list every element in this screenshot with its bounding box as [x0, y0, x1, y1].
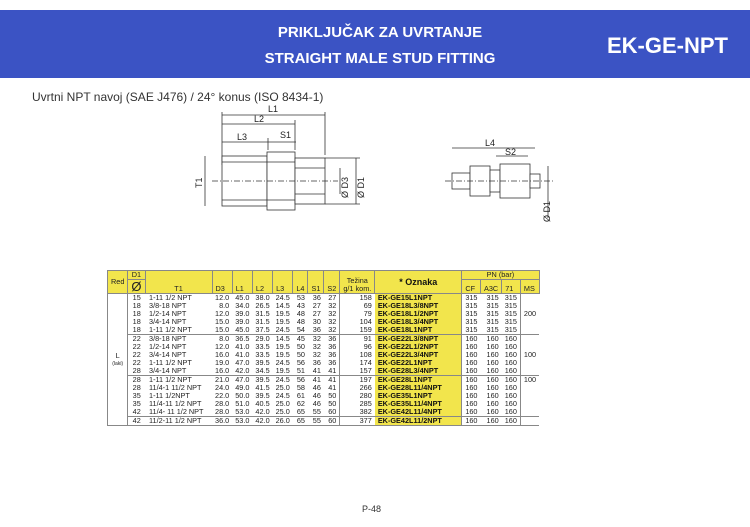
table-cell: 55 [308, 417, 324, 426]
table-cell: 160 [481, 392, 502, 400]
table-cell: 19.5 [273, 367, 293, 376]
label-l1: L1 [268, 104, 279, 114]
table-cell: 266 [340, 384, 375, 392]
table-cell: 22 [128, 359, 145, 367]
table-cell [520, 359, 539, 367]
table-cell: 8.0 [212, 302, 232, 310]
subtitle: Uvrtni NPT navoj (SAE J476) / 24° konus (ISO 8434-1) [32, 90, 324, 104]
table-cell: 47.0 [232, 359, 252, 367]
table-cell: 53.0 [232, 417, 252, 426]
table-cell: 160 [462, 343, 481, 351]
order-code-cell: EK-GE28L1NPT [375, 376, 462, 385]
table-cell: 32 [308, 335, 324, 344]
table-cell: 45.0 [232, 326, 252, 335]
table-cell: 315 [502, 294, 521, 303]
table-cell: 38.0 [252, 294, 272, 303]
table-cell: 48 [293, 310, 308, 318]
table-cell: 36 [308, 326, 324, 335]
table-cell: 100 [520, 351, 539, 359]
table-cell: 315 [502, 310, 521, 318]
table-cell: 1-11 1/2 NPT [145, 326, 212, 335]
col-tezina-unit: g/1 kom. [343, 284, 372, 293]
table-cell: 36 [324, 359, 340, 367]
product-code: EK-GE-NPT [607, 33, 728, 58]
table-cell: 30 [308, 318, 324, 326]
table-cell: 25.0 [273, 384, 293, 392]
table-cell: 35 [128, 392, 145, 400]
row-group-red [108, 294, 128, 426]
table-cell: 160 [462, 400, 481, 408]
col-pn: PN (bar) [462, 271, 539, 280]
table-cell: 27 [308, 310, 324, 318]
table-cell: 12.0 [212, 294, 232, 303]
table-cell: 39.0 [232, 310, 252, 318]
table-cell: 62 [293, 400, 308, 408]
table-cell: 15 [128, 294, 145, 303]
table-cell: 160 [481, 384, 502, 392]
table-cell: 377 [340, 417, 375, 426]
table-cell: 14.5 [273, 335, 293, 344]
table-cell: 28.0 [212, 400, 232, 408]
table-cell: 3/4-14 NPT [145, 318, 212, 326]
table-cell: 160 [502, 351, 521, 359]
table-cell: 157 [340, 367, 375, 376]
table-cell: 280 [340, 392, 375, 400]
order-code-cell: EK-GE22L1NPT [375, 359, 462, 367]
table-cell: 22 [128, 351, 145, 359]
table-cell: 160 [502, 392, 521, 400]
table-cell: 29.0 [252, 335, 272, 344]
table-cell: 1-11 1/2NPT [145, 392, 212, 400]
label-l3: L3 [237, 132, 248, 142]
table-cell: 42.0 [252, 417, 272, 426]
table-cell: 37.5 [252, 326, 272, 335]
table-cell: 315 [502, 326, 521, 335]
table-cell: 58 [293, 384, 308, 392]
table-cell: 315 [481, 326, 502, 335]
table-cell: 1/2-14 NPT [145, 343, 212, 351]
table-cell: 11/4-11 1/2 NPT [145, 400, 212, 408]
order-code-cell: EK-GE18L1/2NPT [375, 310, 462, 318]
col-oznaka: * Oznaka [375, 271, 462, 294]
table-cell: 53 [293, 294, 308, 303]
label-s2: S2 [505, 147, 517, 157]
table-cell: 1-11 1/2 NPT [145, 359, 212, 367]
table-cell: 28 [128, 367, 145, 376]
table-cell: 158 [340, 294, 375, 303]
table-cell: 35 [128, 400, 145, 408]
table-cell: 22.0 [212, 392, 232, 400]
order-code-cell: EK-GE18L3/8NPT [375, 302, 462, 310]
col-l3: L3 [273, 271, 293, 294]
col-l2: L2 [252, 271, 272, 294]
table-cell: 22 [128, 335, 145, 344]
table-cell: 19.5 [273, 310, 293, 318]
table-cell: 39.5 [252, 392, 272, 400]
table-cell: 32 [324, 326, 340, 335]
order-code-cell: EK-GE15L1NPT [375, 294, 462, 303]
table-cell: 32 [324, 318, 340, 326]
col-71: 71 [502, 280, 521, 294]
table-cell: 39.5 [252, 376, 272, 385]
table-cell: 46 [308, 384, 324, 392]
table-cell: 160 [502, 335, 521, 344]
col-d1: D1 [128, 271, 145, 280]
table-cell: 108 [340, 351, 375, 359]
label-l4: L4 [485, 138, 496, 148]
table-cell: 27 [324, 294, 340, 303]
table-cell: 34.0 [232, 302, 252, 310]
table-cell: 50 [324, 392, 340, 400]
label-s1: S1 [280, 130, 292, 140]
table-cell: 18 [128, 310, 145, 318]
table-cell: 65 [293, 417, 308, 426]
col-l4: L4 [293, 271, 308, 294]
table-cell: 15.0 [212, 326, 232, 335]
table-cell: 160 [481, 359, 502, 367]
table-cell: 1-11 1/2 NPT [145, 376, 212, 385]
table-cell: 49.0 [232, 384, 252, 392]
table-cell: 11/4-1 11/2 NPT [145, 384, 212, 392]
table-cell: 174 [340, 359, 375, 367]
table-cell: 65 [293, 408, 308, 417]
table-cell: 160 [481, 343, 502, 351]
table-cell: 15.0 [212, 318, 232, 326]
table-cell: 54 [293, 326, 308, 335]
table-cell: 160 [481, 367, 502, 376]
table-cell: 160 [462, 376, 481, 385]
table-cell: 160 [462, 335, 481, 344]
table-cell [520, 318, 539, 326]
table-cell: 28 [128, 384, 145, 392]
label-d1: Ø D1 [356, 176, 366, 198]
table-cell: 26.0 [273, 417, 293, 426]
table-cell: 31.5 [252, 310, 272, 318]
table-cell [520, 384, 539, 392]
table-cell [520, 408, 539, 417]
table-cell: 3/4-14 NPT [145, 367, 212, 376]
table-cell: 69 [340, 302, 375, 310]
table-cell: 27 [308, 302, 324, 310]
table-cell: 32 [308, 351, 324, 359]
table-cell: 41 [324, 384, 340, 392]
table-cell [520, 417, 539, 426]
table-cell: 315 [462, 318, 481, 326]
table-cell: 19.5 [273, 351, 293, 359]
red-value: L [115, 350, 120, 360]
table-cell: 1/2-14 NPT [145, 310, 212, 318]
table-cell: 36.5 [232, 335, 252, 344]
table-cell: 50 [324, 400, 340, 408]
table-cell: 39.5 [252, 359, 272, 367]
table-cell: 104 [340, 318, 375, 326]
table-cell: 12.0 [212, 310, 232, 318]
table-cell: 160 [462, 351, 481, 359]
table-cell: 41 [308, 367, 324, 376]
table-cell: 3/4-14 NPT [145, 351, 212, 359]
table-cell: 41 [324, 367, 340, 376]
table-cell: 36 [324, 335, 340, 344]
table-cell: 50 [293, 351, 308, 359]
col-red: Red [108, 271, 128, 294]
table-cell: 32 [308, 343, 324, 351]
table-cell: 46 [308, 400, 324, 408]
table-cell: 34.5 [252, 367, 272, 376]
dimension-table [107, 270, 540, 426]
order-code-cell: EK-GE22L3/4NPT [375, 351, 462, 359]
table-cell: 160 [502, 367, 521, 376]
table-cell: 41.0 [232, 343, 252, 351]
table-cell: 12.0 [212, 343, 232, 351]
table-cell: 28.0 [212, 408, 232, 417]
col-tezina-label: Težina [346, 276, 368, 285]
table-cell: 24.5 [273, 359, 293, 367]
table-cell: 40.5 [252, 400, 272, 408]
col-d1-symbol: Ø [128, 280, 145, 294]
order-code-cell: EK-GE22L1/2NPT [375, 343, 462, 351]
table-cell: 39.0 [232, 318, 252, 326]
table-cell: 160 [502, 343, 521, 351]
table-cell: 42 [128, 408, 145, 417]
table-cell: 382 [340, 408, 375, 417]
col-s2: S2 [324, 271, 340, 294]
label-t1: T1 [194, 177, 204, 188]
table-cell: 24.5 [273, 392, 293, 400]
table-cell: 55 [308, 408, 324, 417]
table-cell: 79 [340, 310, 375, 318]
table-cell: 18 [128, 318, 145, 326]
table-cell: 36.0 [212, 417, 232, 426]
table-cell [520, 294, 539, 303]
table-cell: 315 [462, 326, 481, 335]
order-code-cell: EK-GE18L1NPT [375, 326, 462, 335]
table-cell: 24.5 [273, 294, 293, 303]
order-code-cell: EK-GE22L3/8NPT [375, 335, 462, 344]
order-code-cell: EK-GE28L11/4NPT [375, 384, 462, 392]
order-code-cell: EK-GE35L11/4NPT [375, 400, 462, 408]
table-cell: 197 [340, 376, 375, 385]
table-cell: 160 [502, 376, 521, 385]
table-cell: 25.0 [273, 400, 293, 408]
table-cell: 42.0 [232, 367, 252, 376]
table-cell: 60 [324, 408, 340, 417]
red-note: (laki) [112, 360, 124, 367]
table-cell: 160 [462, 384, 481, 392]
table-cell: 8.0 [212, 335, 232, 344]
table-cell: 51 [293, 367, 308, 376]
order-code-cell: EK-GE35L1NPT [375, 392, 462, 400]
table-cell [520, 326, 539, 335]
label-d3: Ø D3 [340, 176, 350, 198]
table-cell: 315 [481, 318, 502, 326]
table-cell: 42 [128, 417, 145, 426]
table-cell: 41.0 [232, 351, 252, 359]
table-cell: 18 [128, 326, 145, 335]
table-cell: 53.0 [232, 408, 252, 417]
table-cell: 33.5 [252, 351, 272, 359]
table-cell: 3/8-18 NPT [145, 335, 212, 344]
col-a3c: A3C [481, 280, 502, 294]
table-cell: 160 [462, 367, 481, 376]
table-cell: 11/4- 11 1/2 NPT [145, 408, 212, 417]
col-ms: MS [520, 280, 539, 294]
page-number: P-48 [362, 504, 382, 514]
table-cell: 60 [324, 417, 340, 426]
col-d3: D3 [212, 271, 232, 294]
table-cell: 45.0 [232, 294, 252, 303]
col-s1: S1 [308, 271, 324, 294]
table-cell: 285 [340, 400, 375, 408]
technical-drawing [0, 100, 750, 270]
table-cell: 160 [502, 408, 521, 417]
table-cell: 160 [502, 359, 521, 367]
table-row [108, 417, 540, 426]
table-cell: 160 [462, 408, 481, 417]
table-cell: 56 [293, 359, 308, 367]
table-cell: 200 [520, 310, 539, 318]
table-cell: 315 [502, 302, 521, 310]
header-banner [0, 10, 750, 78]
col-cf: CF [462, 280, 481, 294]
table-cell: 315 [462, 310, 481, 318]
table-cell: 1-11 1/2 NPT [145, 294, 212, 303]
table-cell: 315 [502, 318, 521, 326]
table-cell: 19.0 [212, 359, 232, 367]
label-l2: L2 [254, 114, 265, 124]
table-cell: 3/8-18 NPT [145, 302, 212, 310]
table-cell: 32 [324, 302, 340, 310]
label-d1-small: Ø D1 [542, 200, 552, 222]
table-cell: 56 [293, 376, 308, 385]
table-cell [520, 400, 539, 408]
col-tezina [340, 271, 375, 294]
table-cell: 160 [502, 417, 521, 426]
order-code-cell: EK-GE18L3/4NPT [375, 318, 462, 326]
table-cell: 21.0 [212, 376, 232, 385]
table-cell: 24.0 [212, 384, 232, 392]
table-cell: 31.5 [252, 318, 272, 326]
table-cell: 91 [340, 335, 375, 344]
table-cell: 160 [481, 376, 502, 385]
table-cell: 19.5 [273, 318, 293, 326]
table-cell: 315 [481, 302, 502, 310]
table-cell: 16.0 [212, 367, 232, 376]
table-cell: 28 [128, 376, 145, 385]
table-cell: 315 [481, 294, 502, 303]
table-cell: 160 [481, 335, 502, 344]
table-cell: 36 [324, 343, 340, 351]
title-local: PRIKLJUČAK ZA UVRTANJE [277, 24, 483, 41]
table-cell: 315 [462, 294, 481, 303]
table-cell: 160 [481, 417, 502, 426]
table-cell: 32 [324, 310, 340, 318]
table-cell: 160 [481, 351, 502, 359]
table-cell [520, 335, 539, 344]
table-cell: 50 [293, 343, 308, 351]
col-t1: T1 [145, 271, 212, 294]
table-cell [520, 392, 539, 400]
order-code-cell: EK-GE42L11/2NPT [375, 417, 462, 426]
order-code-cell: EK-GE42L11/4NPT [375, 408, 462, 417]
table-cell: 47.0 [232, 376, 252, 385]
table-cell: 14.5 [273, 302, 293, 310]
table-cell: 48 [293, 318, 308, 326]
col-l1: L1 [232, 271, 252, 294]
table-cell: 46 [308, 392, 324, 400]
table-cell: 160 [481, 408, 502, 417]
table-cell: 41 [308, 376, 324, 385]
table-cell: 22 [128, 343, 145, 351]
table-cell: 19.5 [273, 343, 293, 351]
table-cell: 25.0 [273, 408, 293, 417]
table-cell: 43 [293, 302, 308, 310]
order-code-cell: EK-GE28L3/4NPT [375, 367, 462, 376]
table-cell: 24.5 [273, 326, 293, 335]
table-cell: 26.5 [252, 302, 272, 310]
table-cell: 11/2-11 1/2 NPT [145, 417, 212, 426]
table-cell: 36 [308, 294, 324, 303]
table-cell: 45 [293, 335, 308, 344]
table-cell: 51.0 [232, 400, 252, 408]
table-cell: 16.0 [212, 351, 232, 359]
table-cell: 160 [462, 417, 481, 426]
table-cell: 160 [481, 400, 502, 408]
table-cell: 18 [128, 302, 145, 310]
table-cell: 315 [462, 302, 481, 310]
table-cell: 159 [340, 326, 375, 335]
table-cell: 160 [502, 400, 521, 408]
table-cell: 36 [308, 359, 324, 367]
table-cell: 50.0 [232, 392, 252, 400]
table-cell: 33.5 [252, 343, 272, 351]
table-cell: 160 [462, 359, 481, 367]
table-cell: 41.5 [252, 384, 272, 392]
table-cell: 41 [324, 376, 340, 385]
table-cell: 315 [481, 310, 502, 318]
table-cell: 42.0 [252, 408, 272, 417]
table-cell: 96 [340, 343, 375, 351]
table-cell: 100 [520, 376, 539, 385]
table-cell: 61 [293, 392, 308, 400]
table-cell: 160 [462, 392, 481, 400]
title-english: STRAIGHT MALE STUD FITTING [264, 50, 496, 67]
table-cell: 24.5 [273, 376, 293, 385]
table-cell: 160 [502, 384, 521, 392]
table-cell: 36 [324, 351, 340, 359]
